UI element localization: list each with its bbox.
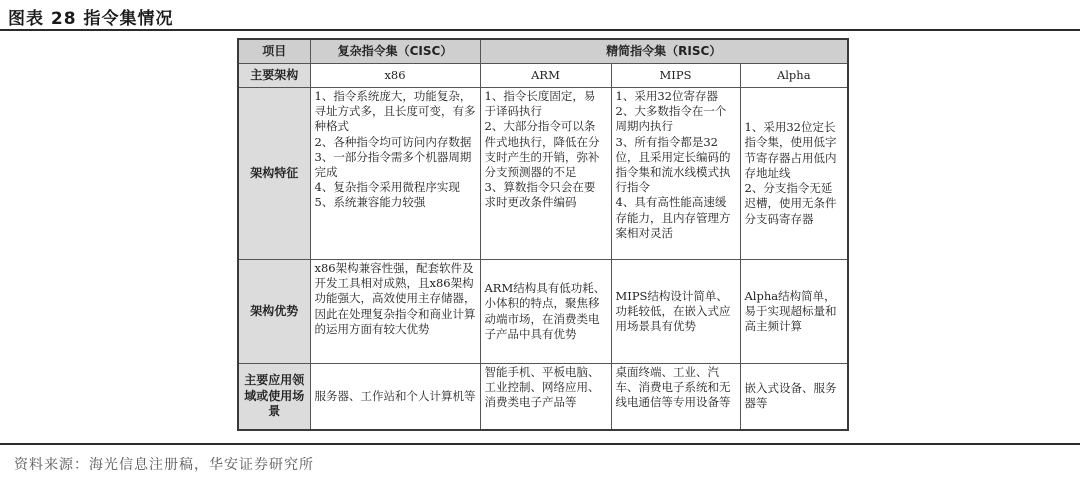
cell-adv-alpha: Alpha结构简单，易于实现超标量和高主频计算 (740, 260, 848, 364)
cell-features-arm: 1、指令长度固定，易于译码执行 2、大部分指令可以条件式地执行，降低在分支时产生的开销，弥补分支预测器的不足 3、算数指令只会在要求时更改条件编码 (480, 88, 611, 260)
cell-app-alpha: 嵌入式设备、服务器等 (740, 364, 848, 430)
row-label-advantages: 架构优势 (238, 260, 310, 364)
cell-app-mips: 桌面终端、工业、汽车、消费电子系统和无线电通信等专用设备等 (611, 364, 740, 430)
row-label-architecture: 主要架构 (238, 64, 310, 88)
cell-arch-alpha: Alpha (740, 64, 848, 88)
bottom-rule (0, 443, 1080, 445)
cell-features-x86: 1、指令系统庞大，功能复杂，寻址方式多，且长度可变，有多种格式 2、各种指令均可访问内存数据 3、一部分指令需多个机器周期完成 4、复杂指令采用微程序实现 5、系统兼容能力较强 (310, 88, 480, 260)
row-label-features: 架构特征 (238, 88, 310, 260)
table-row-features (238, 88, 848, 260)
cell-arch-x86: x86 (310, 64, 480, 88)
figure-title: 图表 28 指令集情况 (8, 9, 174, 29)
source-note: 资料来源：海光信息注册稿，华安证券研究所 (14, 457, 314, 473)
cell-arch-arm: ARM (480, 64, 611, 88)
header-item: 项目 (238, 39, 310, 64)
top-rule (0, 29, 1080, 31)
cell-app-arm: 智能手机、平板电脑、工业控制、网络应用、消费类电子产品等 (480, 364, 611, 430)
instruction-set-table (237, 38, 849, 431)
cell-app-x86: 服务器、工作站和个人计算机等 (310, 364, 480, 430)
header-cisc: 复杂指令集（CISC） (310, 39, 480, 64)
cell-adv-mips: MIPS结构设计简单、功耗较低，在嵌入式应用场景具有优势 (611, 260, 740, 364)
cell-features-mips: 1、采用32位寄存器 2、大多数指令在一个周期内执行 3、所有指令都是32位，且采用定长编码的指令集和流水线模式执行指令 4、具有高性能高速缓存能力，且内存管理方案相对灵活 (611, 88, 740, 260)
row-label-applications: 主要应用领域或使用场景 (238, 364, 310, 430)
cell-adv-x86: x86架构兼容性强，配套软件及开发工具相对成熟，且x86架构功能强大，高效使用主存储器，因此在处理复杂指令和商业计算的运用方面有较大优势 (310, 260, 480, 364)
table-row-advantages (238, 260, 848, 364)
table-row-architecture (238, 64, 848, 88)
table-row-applications (238, 364, 848, 430)
cell-features-alpha: 1、采用32位定长指令集，使用低字节寄存器占用低内存地址线 2、分支指令无延迟槽，使用无条件分支码寄存器 (740, 88, 848, 260)
cell-adv-arm: ARM结构具有低功耗、小体积的特点，聚焦移动端市场，在消费类电子产品中具有优势 (480, 260, 611, 364)
table-header-row (238, 39, 848, 64)
header-risc: 精简指令集（RISC） (480, 39, 848, 64)
cell-arch-mips: MIPS (611, 64, 740, 88)
